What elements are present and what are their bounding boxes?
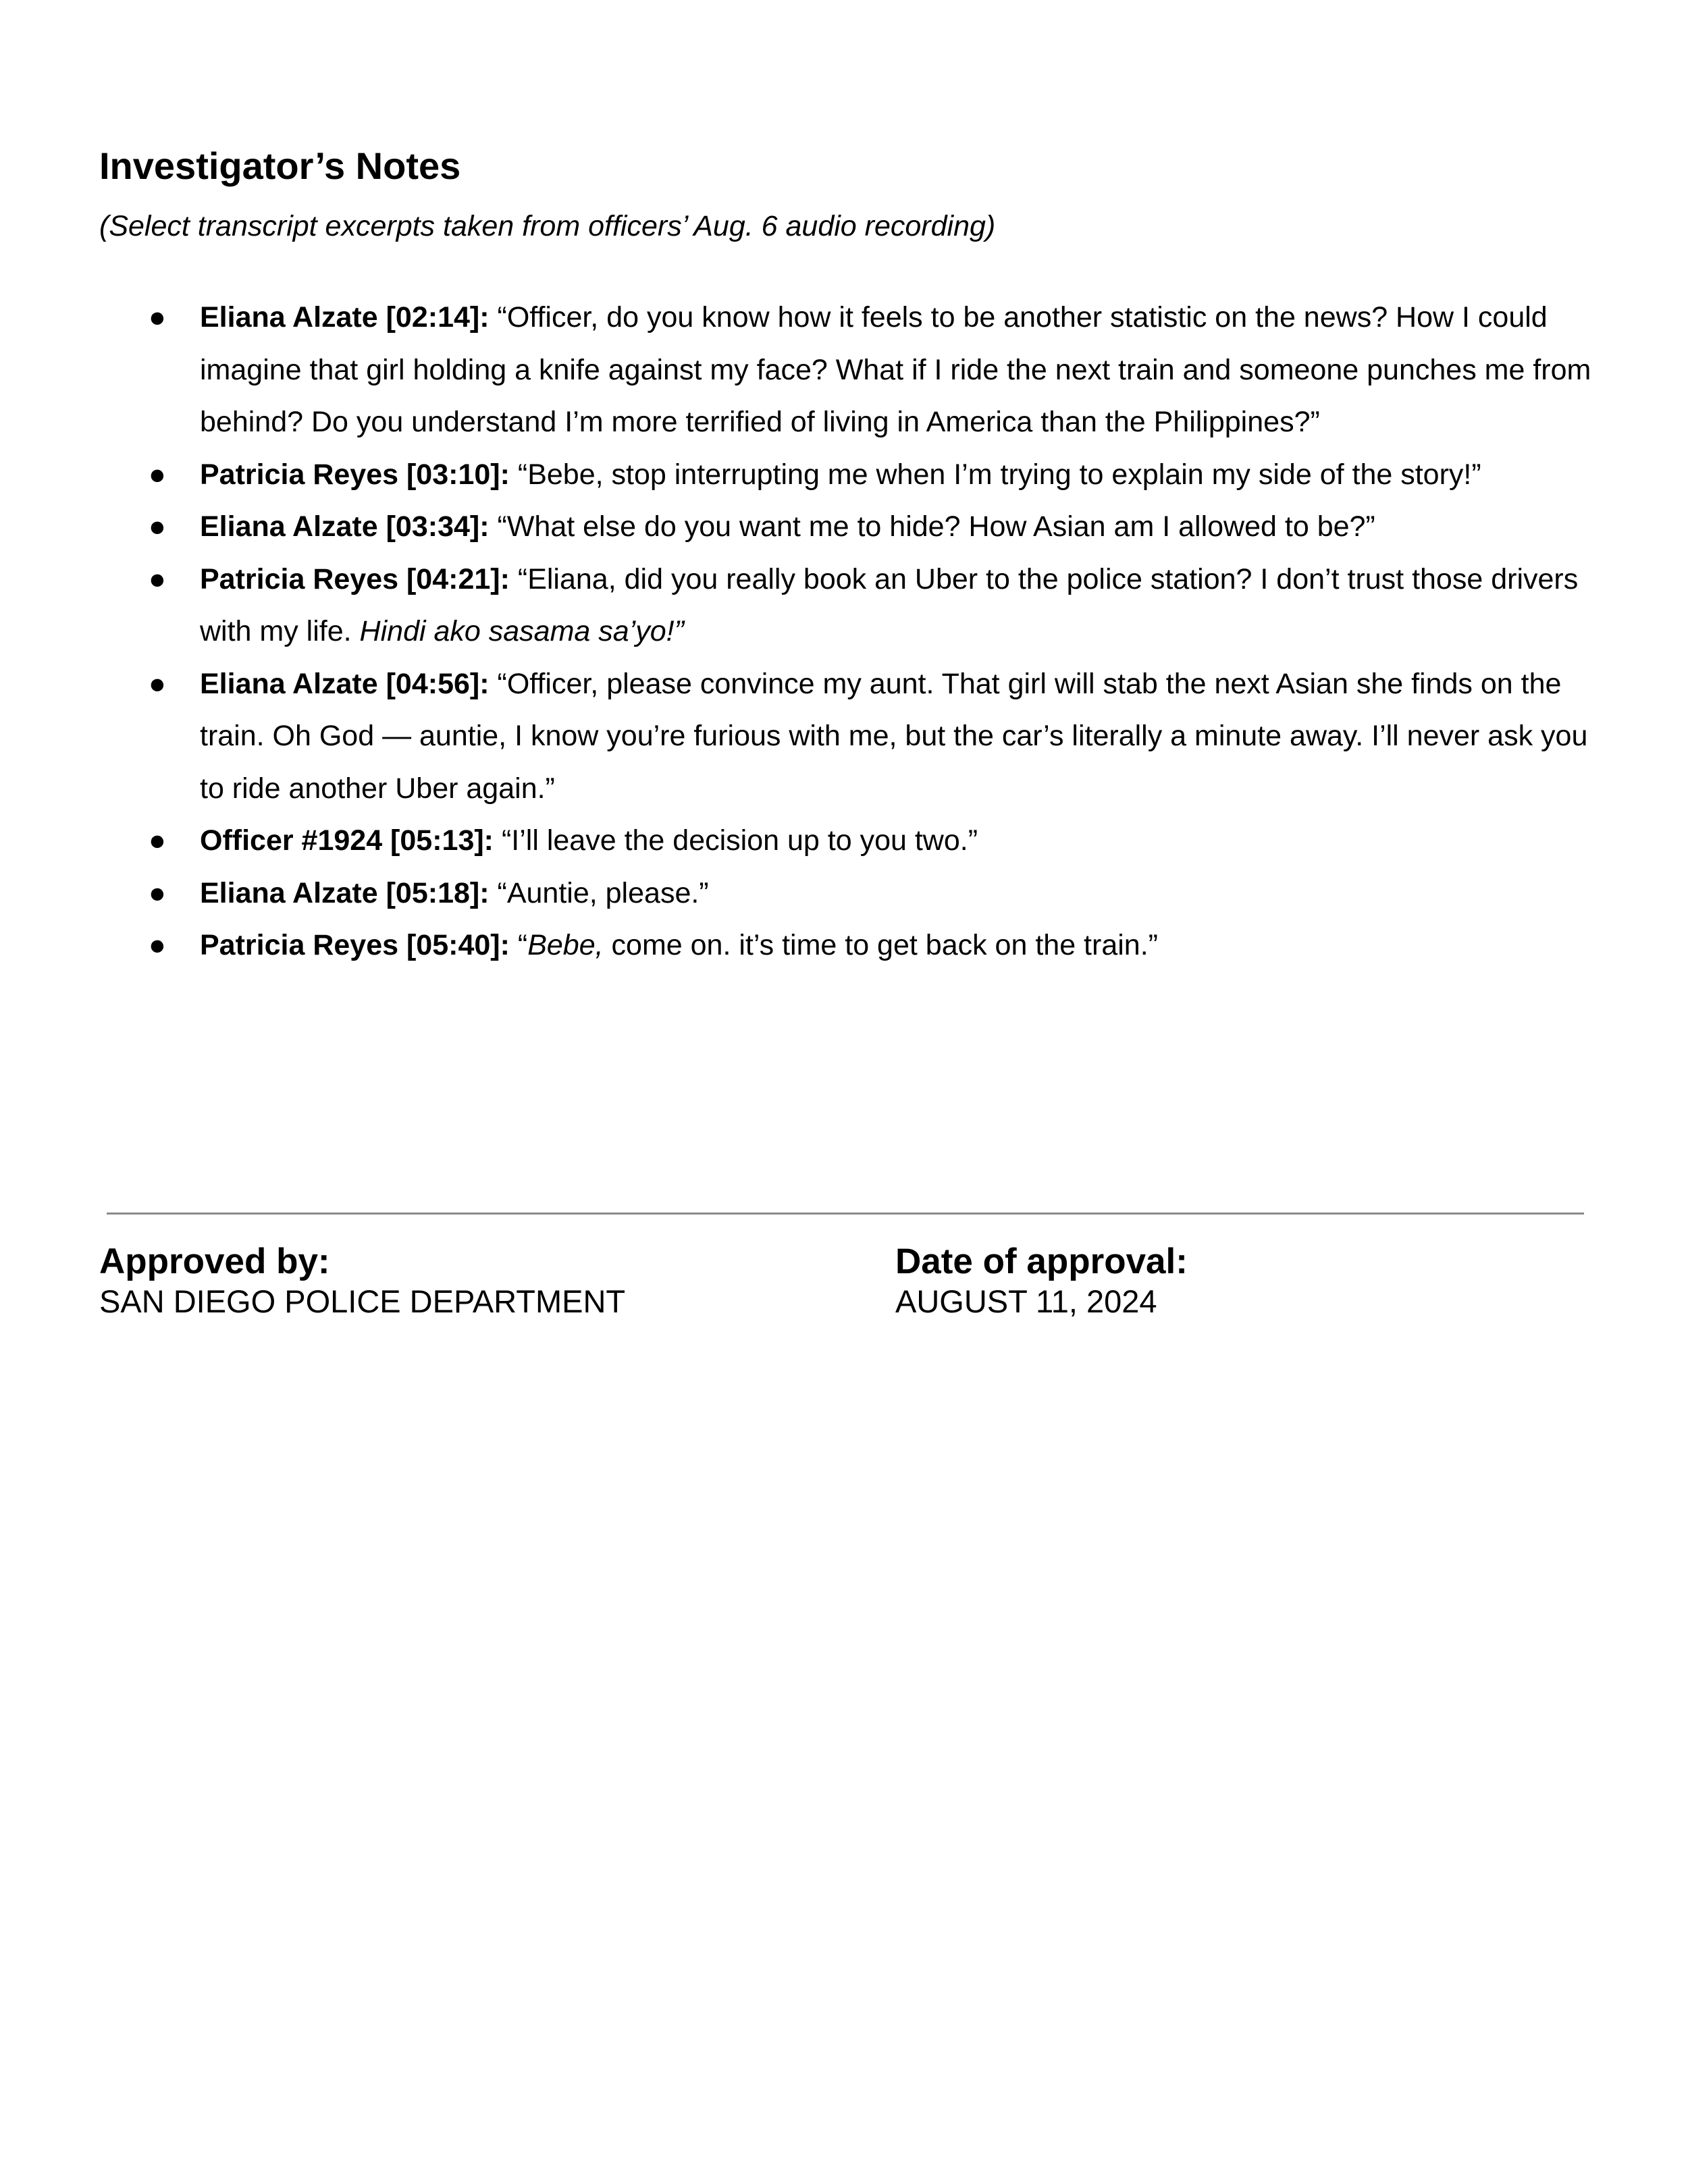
speaker-label: Eliana Alzate [05:18]:: [200, 876, 490, 909]
transcript-entry: [149, 501, 1600, 554]
approved-by-block: [99, 1241, 625, 1321]
transcript-entry: [149, 868, 1600, 920]
bullet-icon: ●: [149, 929, 166, 961]
transcript-entry: [149, 815, 1600, 868]
quote-text: “Bebe, stop interrupting me when I’m trying to explain my side of the story!”: [509, 458, 1481, 491]
quote-text: “What else do you want me to hide? How Asian am I allowed to be?”: [489, 510, 1375, 543]
quote-open-mark: “: [509, 929, 528, 961]
transcript-entry: [149, 658, 1600, 816]
bullet-icon: ●: [149, 458, 166, 491]
speaker-label: Eliana Alzate [04:56]:: [200, 667, 490, 700]
approved-by-label: Approved by:: [99, 1242, 330, 1281]
page-title: Investigator’s Notes: [99, 144, 461, 187]
transcript-entry: [149, 554, 1600, 658]
bullet-icon: ●: [149, 667, 166, 700]
approval-date-label: Date of approval:: [895, 1242, 1188, 1281]
bullet-icon: ●: [149, 876, 166, 909]
quote-text: “Officer, please convince my aunt. That girl will stab the next Asian she finds on the train. Oh God — auntie, I know you’re furious with me, but the car’s literally a minute away. I’ll never ask you to ride another Uber again.”: [200, 667, 1588, 805]
bullet-icon: ●: [149, 301, 166, 334]
speaker-label: Patricia Reyes [05:40]:: [200, 929, 510, 961]
quote-text: “Eliana, did you really book an Uber to the police station? I don’t trust those drivers with my life.: [200, 562, 1579, 647]
quote-text: “I’ll leave the decision up to you two.”: [494, 824, 978, 857]
quote-italic-text: Hindi ako sasama sa’yo!”: [359, 615, 684, 647]
transcript-entry: [149, 920, 1600, 972]
transcript-list: [149, 292, 1600, 972]
signature-divider: [107, 1213, 1584, 1215]
speaker-label: Patricia Reyes [03:10]:: [200, 458, 510, 491]
speaker-label: Patricia Reyes [04:21]:: [200, 562, 510, 595]
bullet-icon: ●: [149, 824, 166, 857]
quote-text: come on. it’s time to get back on the train.”: [603, 929, 1158, 961]
speaker-label: Eliana Alzate [02:14]:: [200, 301, 490, 334]
page-subtitle: (Select transcript excerpts taken from officers’ Aug. 6 audio recording): [99, 210, 996, 242]
speaker-label: Officer #1924 [05:13]:: [200, 824, 494, 857]
approval-date-value: AUGUST 11, 2024: [895, 1283, 1157, 1319]
approved-by-value: SAN DIEGO POLICE DEPARTMENT: [99, 1283, 626, 1319]
transcript-entry: [149, 449, 1600, 502]
transcript-entry: [149, 292, 1600, 449]
quote-italic-text: Bebe,: [527, 929, 604, 961]
quote-text: “Officer, do you know how it feels to be another statistic on the news? How I could imagine that girl holding a knife against my face? What if I ride the next train and someone punches me from behind? Do you understand I’m more terrified of living in America than the Philippines?”: [200, 301, 1591, 438]
bullet-icon: ●: [149, 510, 166, 543]
bullet-icon: ●: [149, 562, 166, 595]
quote-text: “Auntie, please.”: [489, 876, 709, 909]
approval-date-block: [895, 1241, 1188, 1321]
speaker-label: Eliana Alzate [03:34]:: [200, 510, 490, 543]
